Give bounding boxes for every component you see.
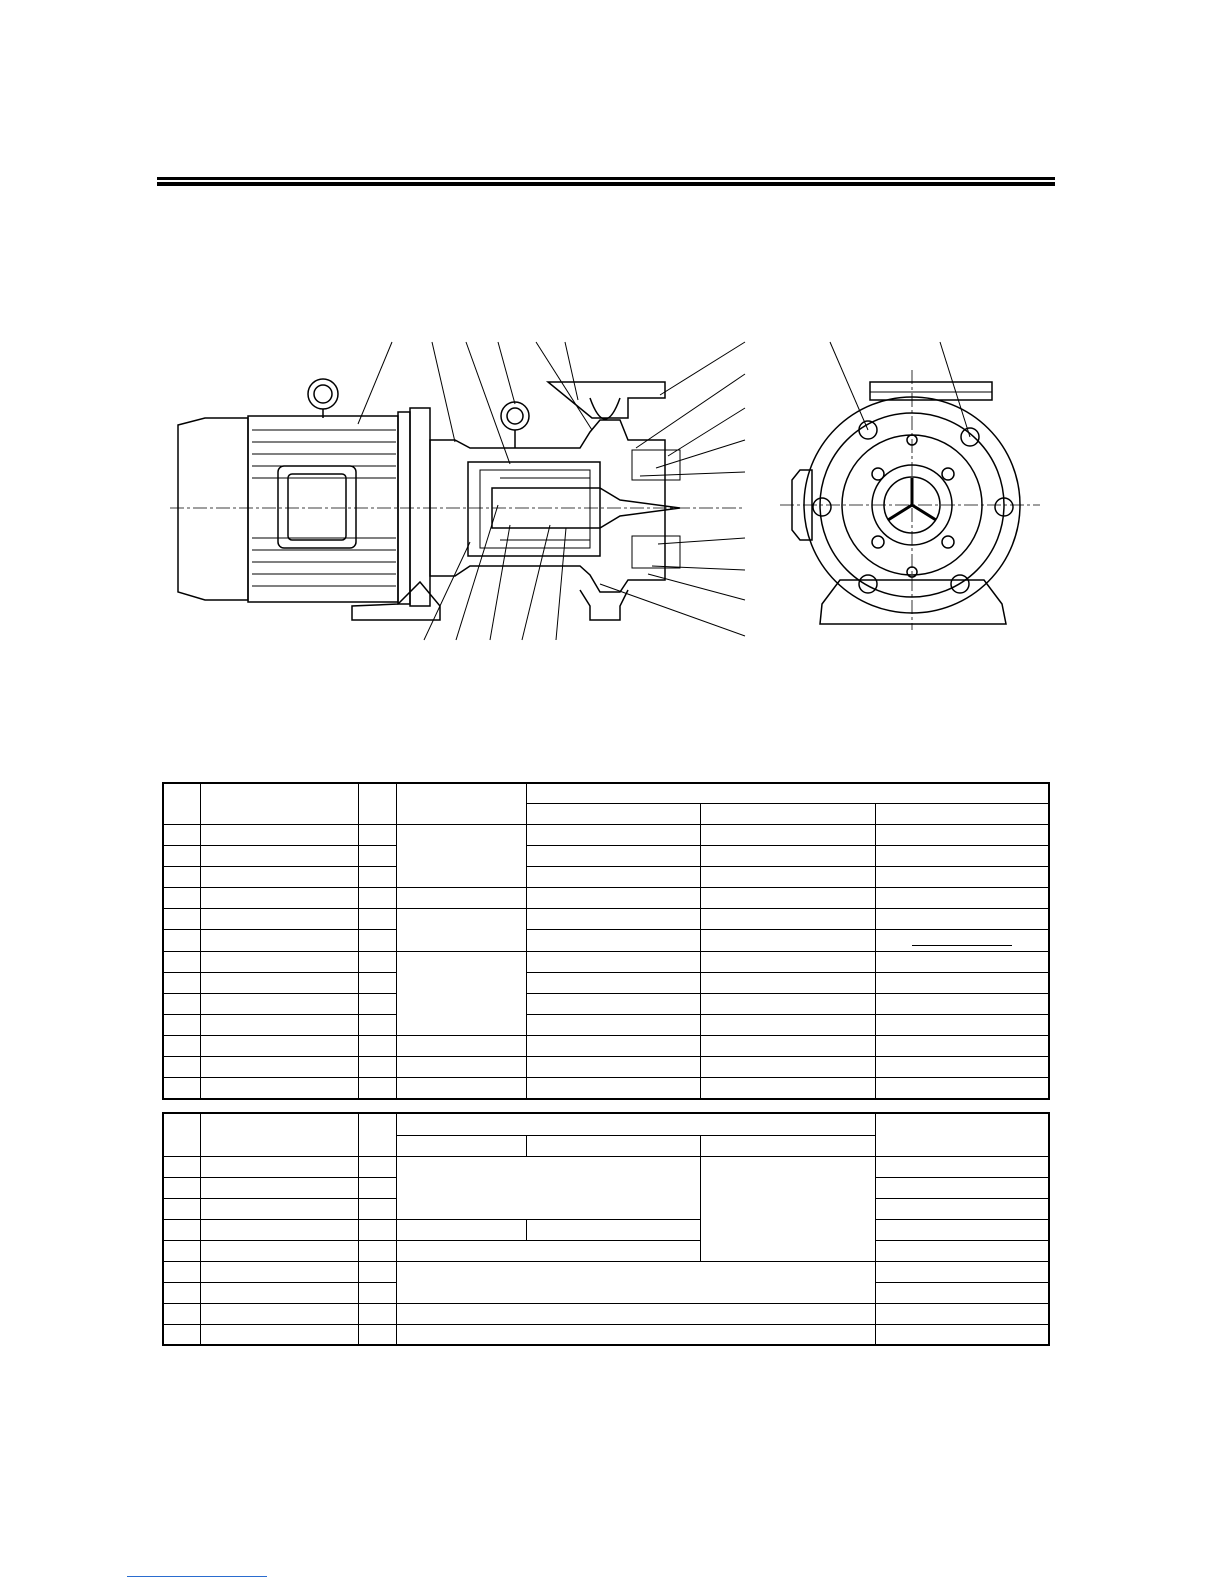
table-header-row [163,1113,1049,1135]
callout-leaders-top [358,342,745,476]
pump-drawing [0,0,1225,700]
table-row [163,1014,1049,1035]
table-row [163,1078,1049,1099]
motor [178,379,430,606]
parts-materials-table-1 [162,782,1050,1100]
table-row [163,1219,1049,1240]
table-row [163,845,1049,866]
underline-mark [912,945,1012,946]
table-row [163,930,1049,951]
table-row [163,909,1049,930]
table-row [163,951,1049,972]
footer-link-underline [127,1576,267,1577]
table-row [163,1240,1049,1261]
table-row [163,1057,1049,1078]
eye-bolt-pump [501,402,529,430]
table-row [163,888,1049,909]
motor-foot [352,582,440,620]
table-row [163,824,1049,845]
table-row [163,1261,1049,1282]
table-row [163,1036,1049,1057]
eye-bolt-motor [308,379,338,409]
pump-casing [430,382,680,620]
table-row [163,1324,1049,1345]
callout-leaders-bottom [424,505,745,640]
table-row [163,1303,1049,1324]
table-row [163,867,1049,888]
parts-materials-table-2 [162,1112,1050,1346]
table-header-row [163,783,1049,803]
table-row [163,972,1049,993]
front-view [780,342,1040,630]
table-row [163,993,1049,1014]
table-row [163,1156,1049,1177]
discharge-flange [548,382,665,418]
